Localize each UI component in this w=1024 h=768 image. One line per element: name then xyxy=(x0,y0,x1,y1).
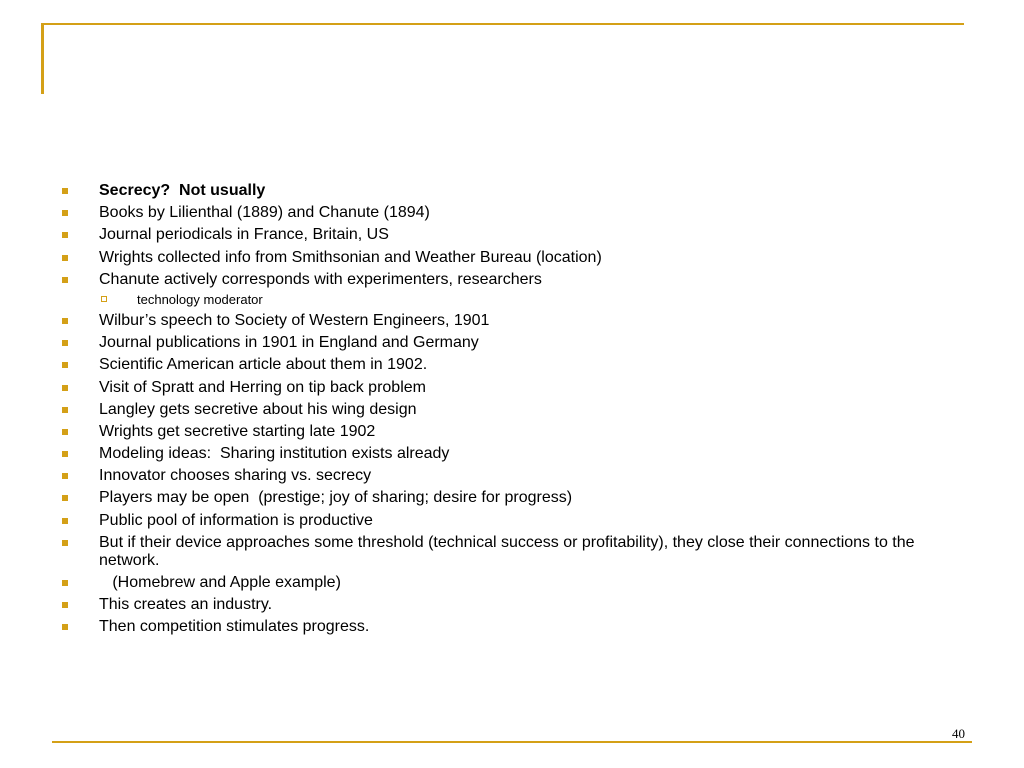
bullet-text: Scientific American article about them in 1902. xyxy=(99,356,428,374)
bullet-list xyxy=(58,182,958,641)
square-bullet-icon xyxy=(62,407,68,413)
bullet-text: Books by Lilienthal (1889) and Chanute (1894) xyxy=(99,204,430,222)
square-bullet-icon xyxy=(62,210,68,216)
bullet-item xyxy=(58,467,958,485)
square-bullet-icon xyxy=(62,495,68,501)
bullet-item xyxy=(58,489,958,507)
square-bullet-icon xyxy=(62,602,68,608)
hollow-square-bullet-icon xyxy=(101,296,107,302)
bullet-item xyxy=(58,445,958,463)
square-bullet-icon xyxy=(62,277,68,283)
bullet-text: Journal periodicals in France, Britain, US xyxy=(99,226,389,244)
square-bullet-icon xyxy=(62,232,68,238)
bullet-text: But if their device approaches some threshold (technical success or profitability), they close their connections to the network. xyxy=(99,533,919,569)
bullet-item xyxy=(58,618,958,636)
page-number: 40 xyxy=(952,726,965,741)
bullet-text: technology moderator xyxy=(137,291,263,307)
bullet-item xyxy=(58,271,958,289)
bullet-text: This creates an industry. xyxy=(99,596,273,614)
slide-frame-top-border xyxy=(41,23,964,25)
square-bullet-icon xyxy=(62,473,68,479)
square-bullet-icon xyxy=(62,188,68,194)
bullet-item xyxy=(58,534,958,570)
bullet-text: Wrights get secretive starting late 1902 xyxy=(99,422,376,440)
bullet-text: (Homebrew and Apple example) xyxy=(99,574,341,591)
slide-frame-left-border xyxy=(41,23,44,94)
bullet-item xyxy=(58,226,958,244)
bullet-text: Langley gets secretive about his wing design xyxy=(99,400,417,418)
bullet-text: Secrecy? Not usually xyxy=(99,182,266,199)
bullet-item xyxy=(58,182,958,200)
square-bullet-icon xyxy=(62,362,68,368)
bullet-text: Journal publications in 1901 in England and Germany xyxy=(99,334,479,352)
bullet-item xyxy=(58,596,958,614)
bullet-text: Players may be open (prestige; joy of sharing; desire for progress) xyxy=(99,489,573,507)
slide-footer-rule xyxy=(52,741,972,743)
square-bullet-icon xyxy=(62,255,68,261)
bullet-text: Visit of Spratt and Herring on tip back problem xyxy=(99,378,426,396)
bullet-item xyxy=(58,574,958,592)
bullet-item xyxy=(58,356,958,374)
bullet-item xyxy=(58,334,958,352)
bullet-item xyxy=(58,249,958,267)
square-bullet-icon xyxy=(62,429,68,435)
square-bullet-icon xyxy=(62,385,68,391)
bullet-text: Public pool of information is productive xyxy=(99,511,373,529)
bullet-item xyxy=(58,204,958,222)
sub-bullet-item xyxy=(58,292,958,307)
bullet-item xyxy=(58,379,958,397)
bullet-text: Wilbur’s speech to Society of Western Engineers, 1901 xyxy=(99,311,490,329)
square-bullet-icon xyxy=(62,624,68,630)
bullet-item xyxy=(58,401,958,419)
square-bullet-icon xyxy=(62,451,68,457)
square-bullet-icon xyxy=(62,540,68,546)
bullet-item xyxy=(58,312,958,330)
square-bullet-icon xyxy=(62,340,68,346)
bullet-item xyxy=(58,423,958,441)
bullet-text: Modeling ideas: Sharing institution exists already xyxy=(99,445,450,463)
square-bullet-icon xyxy=(62,580,68,586)
bullet-item xyxy=(58,512,958,530)
square-bullet-icon xyxy=(62,318,68,324)
bullet-text: Then competition stimulates progress. xyxy=(99,618,370,636)
bullet-text: Innovator chooses sharing vs. secrecy xyxy=(99,467,372,485)
bullet-text: Wrights collected info from Smithsonian and Weather Bureau (location) xyxy=(99,248,602,266)
bullet-text: Chanute actively corresponds with experimenters, researchers xyxy=(99,270,542,288)
square-bullet-icon xyxy=(62,518,68,524)
